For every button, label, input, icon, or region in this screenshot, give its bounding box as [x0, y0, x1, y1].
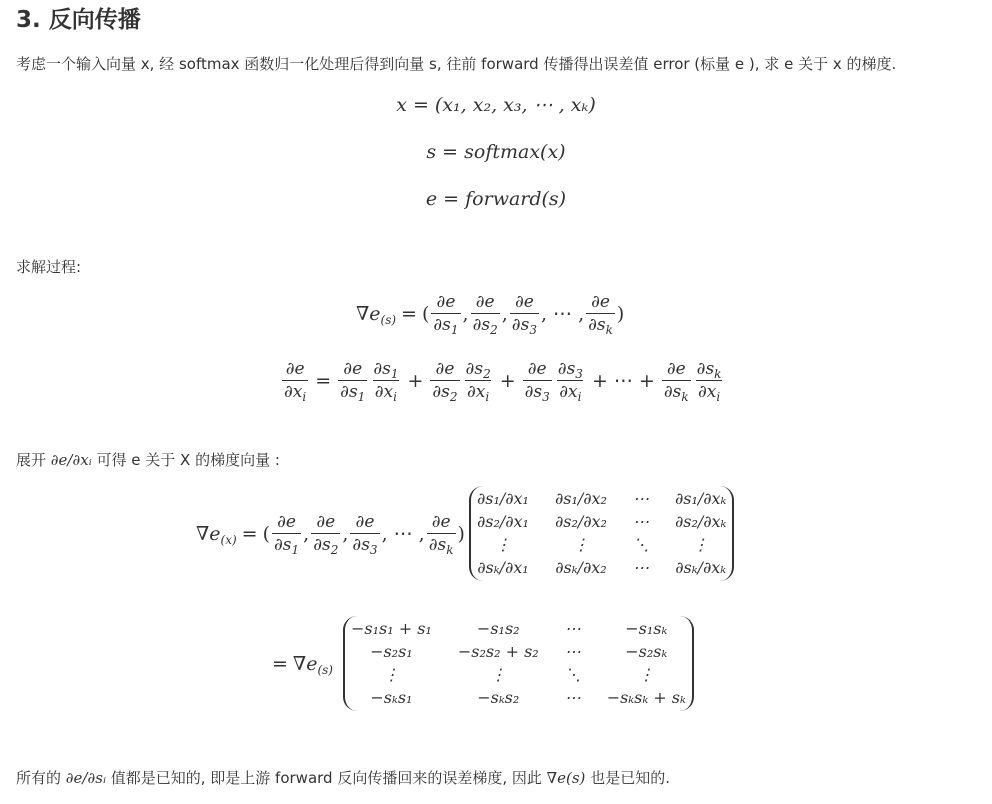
jacobian-cell: ⋯	[632, 512, 649, 531]
expand-suffix: 可得 e 关于 X 的梯度向量 :	[96, 451, 280, 469]
softmax-cell: ⋮	[490, 665, 507, 684]
jacobian-cell: ⋮	[572, 535, 589, 554]
equation-x-definition: x = (x₁, x₂, x₃, ⋯ , xₖ)	[396, 94, 596, 116]
intro-paragraph: 考虑一个输入向量 x, 经 softmax 函数归一化处理后得到向量 s, 往前 forward 传播得出误差值 error (标量 e ), 求 e 关于 x 的梯度.	[16, 55, 897, 73]
equation-softmax-jacobian: = $\nabla e_{(s)}$ −s₁s₁ + s₁ −s₁s₂ ⋯ −s₁sₖ −s₂s₁ −s₂s₂ + s₂ ⋯ −s₂sₖ ⋮ ⋮ ⋱ ⋮ −sₖs₁ −sₖs₂ ⋯ −sₖsₖ + sₖ	[272, 616, 694, 711]
softmax-cell: ⋮	[638, 665, 655, 684]
softmax-cell: ⋮	[383, 665, 400, 684]
jacobian-cell: ∂sₖ/∂xₖ	[675, 558, 727, 577]
expand-math: ∂e/∂xᵢ	[50, 451, 92, 469]
expand-prefix: 展开	[16, 451, 47, 469]
expand-line	[16, 450, 280, 470]
equation-gradient-s: $\nabla e_{(s)}$ = ( $\frac{\partial e}{\partial s_1}$ , $\frac{\partial e}{\partial s_2}$ , $\frac{\partial e}{\partial s_3}$ , ⋯ , $\frac{\partial e}{\partial s_k}$ )	[356, 292, 625, 337]
softmax-cell: −s₂sₖ	[625, 642, 668, 661]
conclusion-middle: 值都是已知的, 即是上游 forward 反向传播回来的误差梯度, 因此	[110, 769, 542, 787]
softmax-cell: −s₂s₁	[370, 642, 413, 661]
jacobian-matrix	[469, 486, 734, 581]
jacobian-cell: ⋯	[632, 558, 649, 577]
conclusion-math2: ∇e(s)	[546, 769, 586, 787]
jacobian-cell: ⋯	[632, 489, 649, 508]
jacobian-cell: ∂s₁/∂x₂	[554, 489, 607, 508]
jacobian-cell: ∂sₖ/∂x₁	[477, 558, 529, 577]
section-title: 3. 反向传播	[16, 7, 141, 33]
solve-label: 求解过程:	[16, 258, 82, 276]
softmax-jacobian-matrix	[343, 616, 694, 711]
jacobian-cell: ⋱	[632, 535, 649, 554]
conclusion-line	[16, 768, 670, 788]
softmax-cell: −s₁sₖ	[625, 619, 668, 638]
softmax-cell: −sₖs₁	[370, 688, 413, 707]
softmax-cell: −s₁s₂	[476, 619, 520, 638]
softmax-cell: ⋱	[564, 665, 581, 684]
softmax-cell: ⋯	[564, 619, 581, 638]
softmax-cell: −s₁s₁ + s₁	[350, 619, 432, 638]
softmax-cell: −sₖsₖ + sₖ	[606, 688, 686, 707]
jacobian-cell: ∂sₖ/∂x₂	[555, 558, 607, 577]
jacobian-cell: ∂s₁/∂x₁	[476, 489, 529, 508]
equation-s-definition: s = softmax(x)	[426, 141, 566, 163]
jacobian-cell: ⋮	[494, 535, 511, 554]
jacobian-cell: ∂s₁/∂xₖ	[674, 489, 727, 508]
equation-chain-rule: $\frac{\partial e}{\partial x_i}$ = $\frac{\partial e}{\partial s_1}$ $\frac{\partial s_1}{\partial x_i}$ + $\frac{\partial e}{\partial s_2}$ $\frac{\partial s_2}{\partial x_i}$ + $\frac{\partial e}{\partial s_3}$ $\frac{\partial s_3}{\partial x_i}$ + ⋯ + $\frac{\partial e}{\partial s_k}$ $\frac{\partial s_k}{\partial x_i}$	[284, 359, 722, 404]
conclusion-math: ∂e/∂sᵢ	[65, 769, 106, 787]
softmax-cell: ⋯	[564, 642, 581, 661]
jacobian-cell: ∂s₂/∂x₁	[476, 512, 529, 531]
softmax-cell: ⋯	[564, 688, 581, 707]
equation-e-definition: e = forward(s)	[425, 188, 567, 210]
softmax-cell: −s₂s₂ + s₂	[457, 642, 539, 661]
conclusion-prefix: 所有的	[16, 769, 62, 787]
softmax-cell: −sₖs₂	[477, 688, 520, 707]
jacobian-cell: ∂s₂/∂xₖ	[674, 512, 727, 531]
equation-gradient-x: $\nabla e_{(x)}$ = ( $\frac{\partial e}{\partial s_1}$ , $\frac{\partial e}{\partial s_2}$ , $\frac{\partial e}{\partial s_3}$ , ⋯ , $\frac{\partial e}{\partial s_k}$ ) ∂s₁/∂x₁ ∂s₁/∂x₂ ⋯ ∂s₁/∂xₖ ∂s₂/∂x₁ ∂s₂/∂x₂ ⋯ ∂s₂/∂xₖ ⋮ ⋮ ⋱ ⋮ ∂sₖ/∂x₁ ∂sₖ/∂x₂ ⋯ ∂sₖ/∂xₖ	[196, 486, 734, 581]
jacobian-cell: ∂s₂/∂x₂	[554, 512, 607, 531]
jacobian-cell: ⋮	[692, 535, 709, 554]
conclusion-suffix: 也是已知的.	[590, 769, 670, 787]
